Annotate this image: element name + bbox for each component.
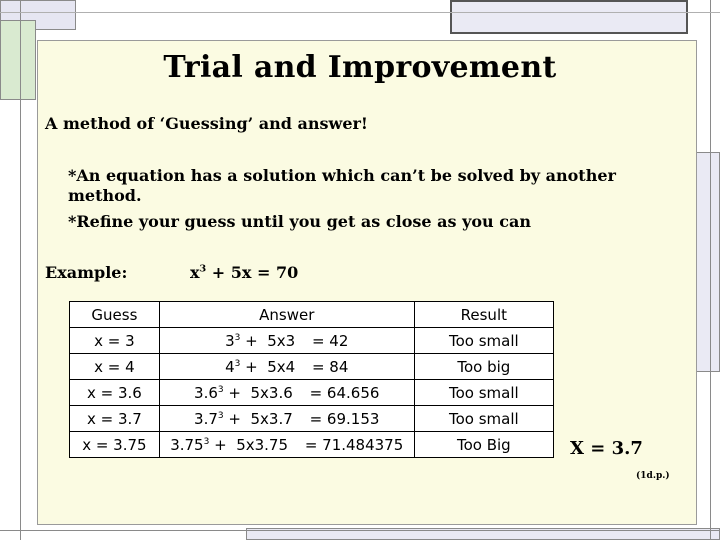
answer-equals: = 84	[311, 357, 349, 376]
answer-mid: + 5x3	[240, 331, 296, 350]
answer-equals: = 42	[311, 331, 349, 350]
result-cell: Too small	[414, 380, 553, 406]
table-row	[70, 328, 554, 354]
answer-mid: + 5x4	[240, 357, 296, 376]
rounding-note: (1d.p.)	[636, 471, 670, 481]
header-result: Result	[414, 302, 553, 328]
answer-equals: = 69.153	[309, 409, 380, 428]
guess-cell: x = 4	[70, 354, 160, 380]
bullet-1-line-2: method.	[68, 186, 142, 205]
example-label: Example:	[45, 263, 128, 282]
slide-title: Trial and Improvement	[163, 50, 557, 85]
answer-base: 4	[225, 357, 235, 376]
answer-mid: + 5x3.7	[223, 409, 293, 428]
answer-cell	[159, 406, 414, 432]
result-cell: Too big	[414, 354, 553, 380]
answer-power: 3	[234, 332, 241, 343]
decor-line-h1	[0, 530, 720, 531]
decor-line-h2	[0, 12, 720, 13]
answer-equals: = 71.484375	[304, 435, 404, 454]
final-answer: X = 3.7	[570, 438, 643, 459]
answer-cell	[159, 380, 414, 406]
bullet-2: *Refine your guess until you get as close as you can	[68, 212, 531, 231]
trial-table	[69, 301, 554, 458]
answer-base: 3	[225, 331, 235, 350]
bullet-1-line-1: *An equation has a solution which can’t be solved by another	[68, 166, 616, 185]
slide-subtitle: A method of ‘Guessing’ and answer!	[45, 114, 368, 133]
table-header-row	[70, 302, 554, 328]
table-row	[70, 406, 554, 432]
answer-power: 3	[217, 410, 224, 421]
guess-cell: x = 3.7	[70, 406, 160, 432]
equation-base: x	[190, 263, 200, 282]
answer-power: 3	[203, 436, 210, 447]
equation-rest: + 5x = 70	[206, 263, 299, 282]
result-cell: Too Big	[414, 432, 553, 458]
guess-cell: x = 3.6	[70, 380, 160, 406]
answer-base: 3.75	[170, 435, 204, 454]
answer-mid: + 5x3.75	[209, 435, 289, 454]
decor-block-top-right	[450, 0, 688, 34]
example-equation	[190, 263, 298, 282]
answer-equals: = 64.656	[309, 383, 380, 402]
answer-cell	[159, 432, 414, 458]
answer-cell	[159, 354, 414, 380]
answer-cell	[159, 328, 414, 354]
header-guess: Guess	[70, 302, 160, 328]
table-row	[70, 432, 554, 458]
answer-base: 3.6	[194, 383, 218, 402]
result-cell: Too small	[414, 406, 553, 432]
guess-cell: x = 3.75	[70, 432, 160, 458]
answer-base: 3.7	[194, 409, 218, 428]
result-cell: Too small	[414, 328, 553, 354]
table-row	[70, 380, 554, 406]
answer-mid: + 5x3.6	[223, 383, 293, 402]
equation-power: 3	[199, 263, 207, 275]
table-row	[70, 354, 554, 380]
header-answer: Answer	[159, 302, 414, 328]
answer-power: 3	[234, 358, 241, 369]
answer-power: 3	[217, 384, 224, 395]
guess-cell: x = 3	[70, 328, 160, 354]
